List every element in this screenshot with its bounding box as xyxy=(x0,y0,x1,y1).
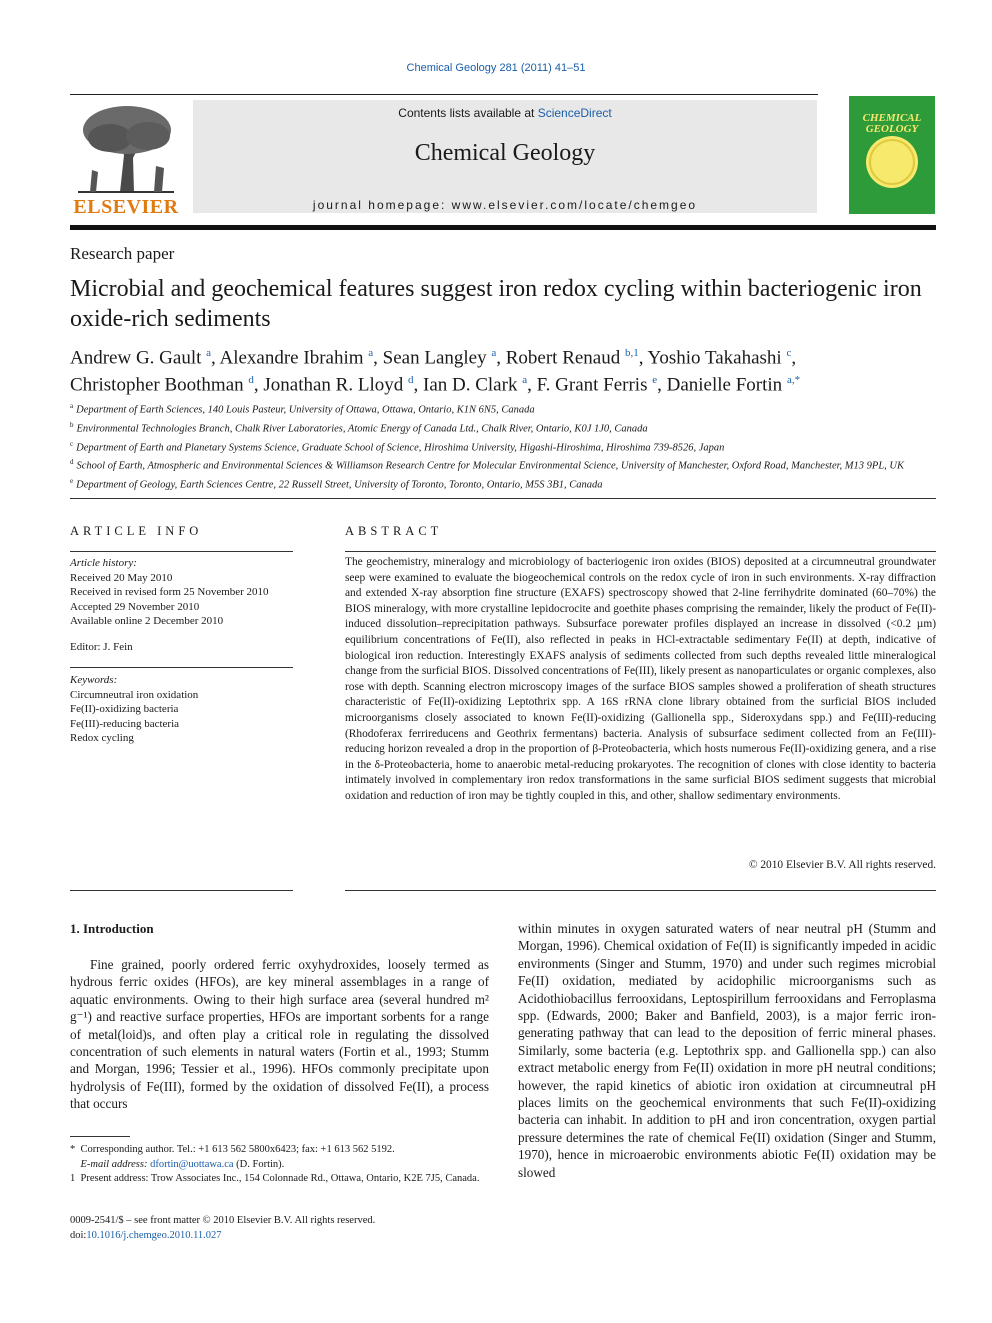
affiliation-item xyxy=(70,437,936,456)
article-history xyxy=(70,556,300,629)
author-affiliation-mark[interactable]: e xyxy=(652,374,658,387)
doi-line xyxy=(70,1229,490,1244)
author-separator: , xyxy=(413,374,423,396)
running-head[interactable]: Chemical Geology 281 (2011) 41–51 xyxy=(406,62,586,74)
doi-link[interactable]: 10.1016/j.chemgeo.2010.11.027 xyxy=(86,1229,222,1241)
affiliation-text: Environmental Technologies Branch, Chalk River Laboratories, Atomic Energy of Canada Ltd., Chalk River, Ontario, K0J 1J0, Canada xyxy=(76,423,648,435)
abstract-rule xyxy=(345,551,936,552)
author-affiliation-mark[interactable]: d xyxy=(408,374,414,387)
email-label: E-mail address: xyxy=(80,1158,151,1170)
affiliation-text: Department of Earth and Planetary Systems Science, Graduate School of Science, Hiroshima University, Higashi-Hiroshima, Hiroshima 739-8526, Japan xyxy=(76,442,725,454)
affiliation-mark: d xyxy=(70,458,74,467)
author-name[interactable]: Jonathan R. Lloyd xyxy=(263,374,404,396)
author-name[interactable]: Sean Langley xyxy=(382,347,487,369)
author-separator: , xyxy=(638,347,648,369)
author-separator: , xyxy=(527,374,537,396)
editor-line: Editor: J. Fein xyxy=(70,641,133,653)
footnote-mark: * xyxy=(70,1144,76,1155)
affiliation-mark: b xyxy=(70,420,74,429)
affiliation-list xyxy=(70,399,936,493)
footnote-present-address xyxy=(70,1172,490,1187)
body-column-right: within minutes in oxygen saturated waters of near neutral pH (Stumm and Morgan, 1996). Chemical oxidation of Fe(II) is significantly impeded in acidic environments (Singer and Stumm, 1970) and under such regimes microbial Fe(II) oxidation, mediated by acidophilic microorganisms such as Acidothiobacillus ferrooxidans, Leptospirillum ferrooxidans and Ferroplasma spp. (Edwards, 2000; Baker and Banfield, 2003), is a major ferric iron-generating pathway that can lead to the deposition of ferric mineral phases. Similarly, some bacteria (e.g. Leptothrix spp. and Gallionella spp.) can also extract metabolic energy from Fe(II) oxidation in more pH neutral conditions; however, the rapid kinetics of abiotic iron oxidation at circumneutral pH places limits on the geochemical environments that such Fe(II)-oxidizing bacteria can inhabit. In addition to pH and iron concentration, oxygen partial pressure determines the rate of chemical Fe(II) oxidation (Singer and Stumm, 1970), hence in microaerobic environments abiotic Fe(II) oxidation may be slowed xyxy=(518,921,936,1180)
affiliation-mark: e xyxy=(70,477,74,486)
keyword-item: Fe(II)-oxidizing bacteria xyxy=(70,703,179,716)
issn-line: 0009-2541/$ – see front matter © 2010 Elsevier B.V. All rights reserved. xyxy=(70,1215,376,1226)
affiliation-text: Department of Geology, Earth Sciences Centre, 22 Russell Street, University of Toronto, Toronto, Ontario, M5S 3B1, Canada xyxy=(76,479,603,491)
journal-homepage[interactable]: journal homepage: www.elsevier.com/locate/chemgeo xyxy=(312,198,698,212)
author-name[interactable]: F. Grant Ferris xyxy=(536,374,648,396)
abstract-bottom-rule xyxy=(345,890,936,891)
affiliation-text: School of Earth, Atmospheric and Environmental Sciences & Williamson Research Centre for Molecular Environmental Science, University of Manchester, Oxford Road, Manchester, M13 9PL, UK xyxy=(76,460,905,472)
cover-title: CHEMICAL GEOLOGY xyxy=(862,112,922,135)
author-separator: , xyxy=(373,347,383,369)
author-name[interactable]: Danielle Fortin xyxy=(666,374,783,396)
author-separator: , xyxy=(791,347,797,369)
header-thick-rule xyxy=(70,225,936,230)
keywords xyxy=(70,673,300,746)
header-top-rule xyxy=(70,94,818,95)
author-name[interactable]: Alexandre Ibrahim xyxy=(219,347,364,369)
author-separator: , xyxy=(496,347,506,369)
footnotes xyxy=(70,1143,490,1187)
footnote-corresponding xyxy=(70,1143,490,1158)
keywords-label: Keywords: xyxy=(70,674,118,686)
email-suffix: (D. Fortin). xyxy=(233,1158,285,1170)
contents-prefix: Contents lists available at xyxy=(398,106,538,120)
copyright-line: © 2010 Elsevier B.V. All rights reserved. xyxy=(748,859,936,871)
keywords-rule xyxy=(70,667,293,668)
author-name[interactable]: Yoshio Takahashi xyxy=(647,347,782,369)
author-name[interactable]: Robert Renaud xyxy=(505,347,621,369)
author-separator: , xyxy=(657,374,667,396)
affiliation-item xyxy=(70,474,936,493)
sciencedirect-link[interactable]: ScienceDirect xyxy=(537,106,612,120)
keyword-item: Redox cycling xyxy=(70,732,134,745)
author-affiliation-mark[interactable]: a,* xyxy=(786,374,801,387)
author-list xyxy=(70,342,936,397)
affiliation-mark: c xyxy=(70,439,74,448)
author-affiliation-mark[interactable]: c xyxy=(786,347,792,359)
author-affiliation-mark[interactable]: a xyxy=(368,347,374,359)
article-type: Research paper xyxy=(70,244,175,263)
footnote-text: Present address: Trow Associates Inc., 154 Colonnade Rd., Ottawa, Ontario, K2E 7J5, Canada. xyxy=(80,1173,480,1185)
body-column-left: Fine grained, poorly ordered ferric oxyhydroxides, loosely termed as hydrous ferric oxides (HFOs), are key mineral assemblages in a range of aquatic environments. Owing to their high surface area (several hundred m² g⁻¹) and reactive surface properties, HFOs are important sorbents for a range of metal(loid)s, and often play a critical role in regulating the dissolved concentration of such elements in natural waters (Fortin et al., 1993; Stumm and Morgan, 1996; Tessier et al., 1996). HFOs commonly precipitate upon hydrolysis of Fe(III), formed by the oxidation of dissolved Fe(II), a process that occurs xyxy=(70,957,489,1112)
history-received: Received 20 May 2010 xyxy=(70,571,173,584)
affiliation-rule xyxy=(70,498,936,499)
history-revised: Received in revised form 25 November 2010 xyxy=(70,586,269,599)
footnote-mark: 1 xyxy=(70,1173,76,1185)
author-name[interactable]: Andrew G. Gault xyxy=(70,347,202,369)
article-info-bottom-rule xyxy=(70,890,293,891)
author-separator: , xyxy=(253,374,264,396)
author-name[interactable]: Christopher Boothman xyxy=(70,374,244,396)
footnote-email xyxy=(70,1158,490,1173)
journal-name: Chemical Geology xyxy=(414,140,596,166)
author-separator: , xyxy=(211,347,220,369)
author-affiliation-mark[interactable]: b,1 xyxy=(625,347,639,359)
affiliation-item xyxy=(70,455,936,474)
author-affiliation-mark[interactable]: a xyxy=(491,347,497,359)
footnote-text: Corresponding author. Tel.: +1 613 562 5800x6423; fax: +1 613 562 5192. xyxy=(80,1144,395,1155)
author-affiliation-mark[interactable]: a xyxy=(522,374,528,387)
affiliation-item xyxy=(70,418,936,437)
affiliation-item xyxy=(70,399,936,418)
abstract-text: The geochemistry, mineralogy and microbiology of bacteriogenic iron oxides (BIOS) deposited at a circumneutral groundwater seep were examined to evaluate the biogeochemical controls on the redox cycle of iron in such environments. X-ray diffraction and extended X-ray absorption fine structure (EXAFS) spectroscopy showed that 2-line ferrihydrite dominated (60–70%) the BIOS mineralogy, with more crystalline lepidocrocite and goethite phases comprising the remainder, likely the product of Fe(II)-induced dissolution–reprecipitation pathways. Subsurface porewater profiles displayed an increase in dissolved (<0.2 µm) equilibrium concentrations of Fe(II), also reflected in peaks in HCl-extractable sedimentary Fe(II) at depth, indicative of biological iron reduction. Interestingly EXAFS analysis of sediments collected from such depths revealed little mineralogical change from the surficial BIOS. Dissolved concentrations of Fe(III), likely present as nanoparticulates or organic complexes, also rose with depth. Scanning electron microscopy images of the surface BIOS samples showed a proliferation of sheath structures characteristic of Fe(II)-oxidizing Leptothrix spp. A 16S rRNA clone library obtained from the surficial BIOS included microorganisms closely associated to known Fe(II)-oxidizing (Gallionella spp., Sideroxydans spp.) and Fe(III)-reducing (Rhodoferax ferrireducens and Geothrix fermentans) bacteria. Analysis of subsurface sediment collected from an Fe(III)-reducing horizon revealed a drop in the proportion of β-Proteobacteria, which hosts numerous Fe(II)-oxidizing genera, and a rise in the δ-Proteobacteria, home to anaerobic metal-reducing prokaryotes. The recognition of clones with close identity to bacteria intimately involved in complementary iron redox transformations in the same surficial BIOS sediment suggests that microbial oxidation and reduction of iron may be tightly coupled in this, and other, shallow sedimentary environments. xyxy=(345,556,936,802)
author-name[interactable]: Ian D. Clark xyxy=(423,374,518,396)
keyword-item: Fe(III)-reducing bacteria xyxy=(70,717,180,730)
email-link[interactable]: dfortin@uottawa.ca xyxy=(150,1158,234,1170)
footnote-rule xyxy=(70,1136,130,1137)
author-affiliation-mark[interactable]: a xyxy=(206,347,212,359)
contents-line xyxy=(193,106,817,120)
keyword-item: Circumneutral iron oxidation xyxy=(70,688,199,701)
section-heading-introduction: 1. Introduction xyxy=(70,921,154,936)
article-info-rule xyxy=(70,551,293,552)
front-matter xyxy=(70,1214,490,1243)
abstract-heading: ABSTRACT xyxy=(345,524,443,538)
history-label: Article history: xyxy=(70,557,137,569)
elsevier-wordmark: ELSEVIER xyxy=(73,196,179,218)
history-online: Available online 2 December 2010 xyxy=(70,615,224,628)
affiliation-text: Department of Earth Sciences, 140 Louis Pasteur, University of Ottawa, Ottawa, Ontario, K1N 6N5, Canada xyxy=(76,404,535,416)
affiliation-mark: a xyxy=(70,402,74,410)
author-affiliation-mark[interactable]: d xyxy=(248,374,254,387)
article-title: Microbial and geochemical features suggest iron redox cycling within bacteriogenic iron oxide-rich sediments xyxy=(70,276,922,332)
history-accepted: Accepted 29 November 2010 xyxy=(70,600,200,613)
doi-label: doi: xyxy=(70,1229,87,1241)
article-info-heading: ARTICLE INFO xyxy=(70,524,203,538)
